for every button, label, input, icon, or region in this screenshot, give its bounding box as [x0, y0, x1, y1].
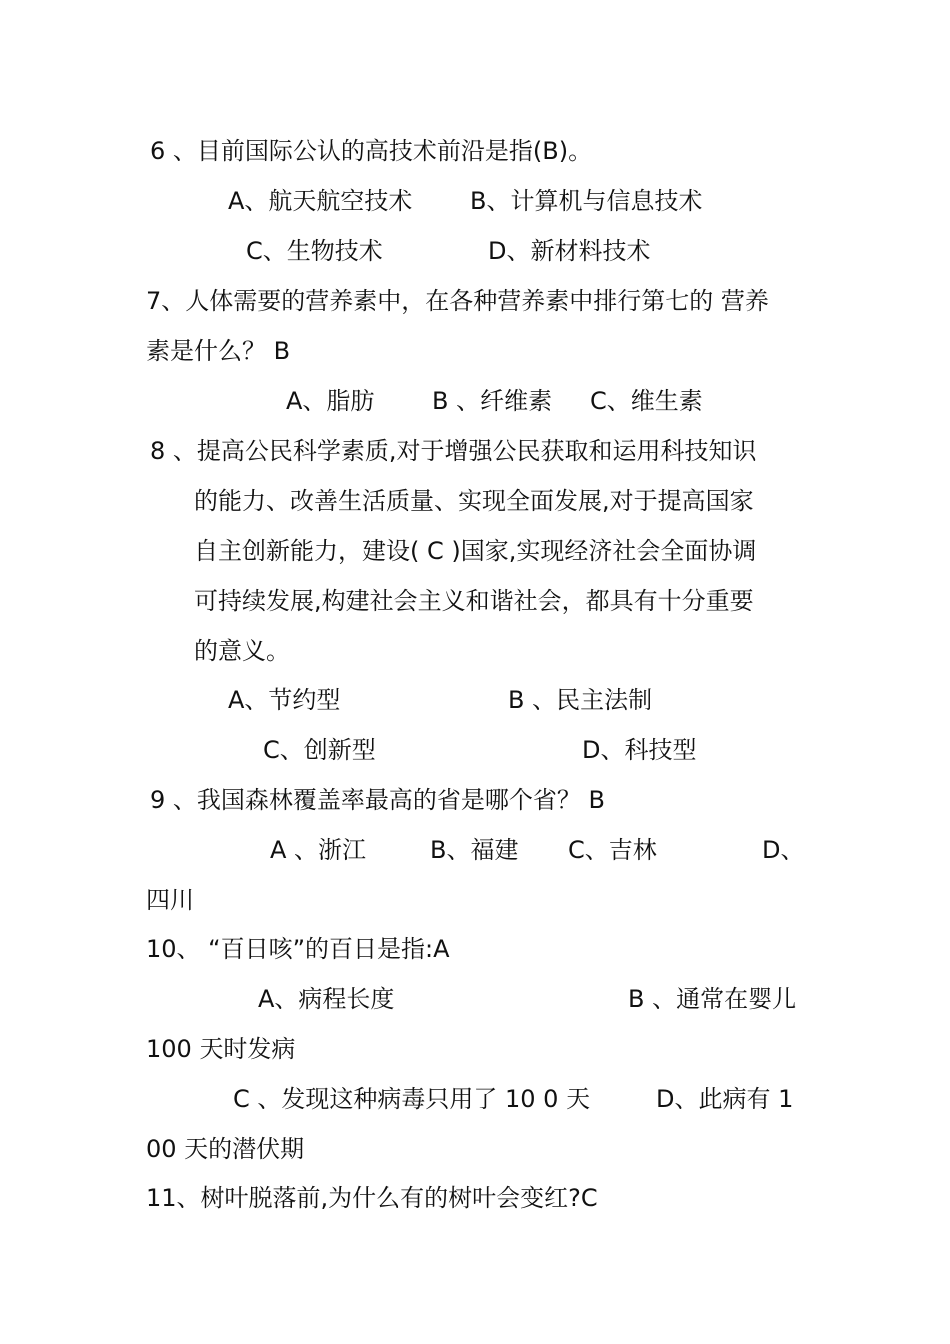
- q8-option-b: B 、民主法制: [508, 686, 653, 714]
- q11-stem: 11、树叶脱落前,为什么有的树叶会变红?C: [146, 1184, 598, 1212]
- q6-option-c: C、生物技术: [246, 237, 383, 265]
- q7-stem-line2: 素是什么？ B: [146, 337, 291, 365]
- q8-option-d: D、科技型: [582, 736, 697, 764]
- q9-option-d: D、: [762, 836, 805, 864]
- q7-option-a: A、脂肪: [286, 387, 375, 415]
- q6-option-a: A、航天航空技术: [228, 187, 413, 215]
- q6-stem: 6 、目前国际公认的高技术前沿是指(B)。: [150, 137, 593, 165]
- q8-stem-line1: 8 、提高公民科学素质,对于增强公民获取和运用科技知识: [150, 437, 757, 465]
- q7-option-b: B 、纤维素: [432, 387, 553, 415]
- q10-option-b: B 、通常在婴儿: [628, 985, 797, 1013]
- q10-stem: 10、 “百日咳”的百日是指:A: [146, 935, 450, 963]
- q8-stem-line5: 的意义。: [194, 637, 290, 665]
- q8-stem-line2: 的能力、改善生活质量、实现全面发展,对于提高国家: [194, 487, 754, 515]
- q6-option-b: B、计算机与信息技术: [470, 187, 703, 215]
- q10-option-d: D、此病有 1: [656, 1085, 794, 1113]
- q10-option-c: C 、发现这种病毒只用了 10 0 天: [233, 1085, 591, 1113]
- q8-stem-line4: 可持续发展,构建社会主义和谐社会，都具有十分重要: [194, 587, 754, 615]
- q10-option-b-continued: 100 天时发病: [146, 1035, 296, 1063]
- q9-option-d-continued: 四川: [146, 886, 194, 914]
- q10-option-d-continued: 00 天的潜伏期: [146, 1135, 305, 1163]
- q7-stem-line1: 7、人体需要的营养素中，在各种营养素中排行第七的 营养: [146, 287, 769, 315]
- q9-option-b: B、福建: [430, 836, 519, 864]
- q9-option-c: C、吉林: [568, 836, 657, 864]
- q9-option-a: A 、浙江: [270, 836, 367, 864]
- q10-option-a: A、病程长度: [258, 985, 395, 1013]
- q8-option-a: A、节约型: [228, 686, 341, 714]
- q7-option-c: C、维生素: [590, 387, 703, 415]
- q8-stem-line3: 自主创新能力，建设( C )国家,实现经济社会全面协调: [194, 537, 757, 565]
- q6-option-d: D、新材料技术: [488, 237, 651, 265]
- q9-stem: 9 、我国森林覆盖率最高的省是哪个省？ B: [150, 786, 605, 814]
- q8-option-c: C、创新型: [263, 736, 376, 764]
